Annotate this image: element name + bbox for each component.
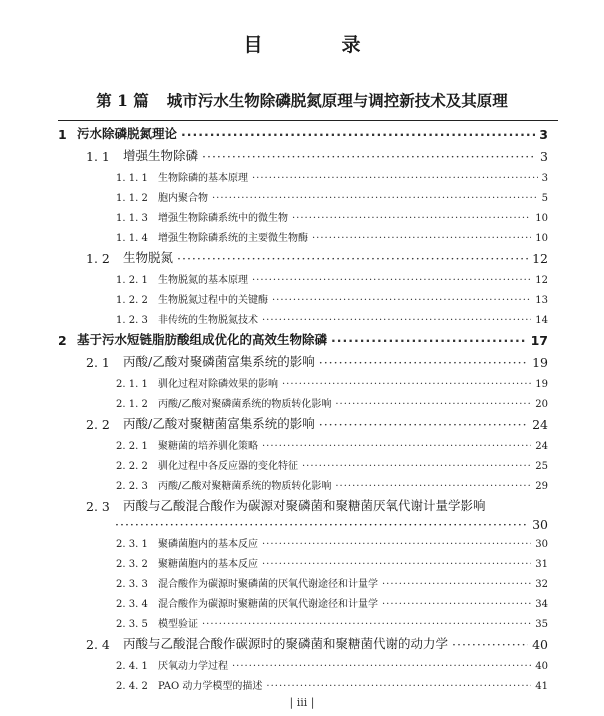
toc-entry-number: 1. 1. 2: [116, 193, 148, 204]
toc-entry[interactable]: [0, 412, 604, 432]
toc-entry-number: 2. 1. 2: [116, 399, 148, 410]
toc-entry-page: 24: [532, 417, 548, 432]
part-title: 城市污水生物除磷脱氮原理与调控新技术及其原理: [166, 91, 508, 110]
leader-dots: [272, 295, 531, 306]
part-label: 第 1 篇: [96, 91, 149, 110]
toc-entry-page: 31: [535, 559, 548, 570]
leader-dots: [331, 333, 527, 348]
toc-entry[interactable]: [0, 224, 604, 244]
leader-dots: [262, 315, 531, 326]
leader-dots: [232, 661, 531, 672]
toc-entry-title: 非传统的生物脱氮技术: [158, 315, 258, 326]
leader-dots: [282, 379, 531, 390]
toc-entry-page: 10: [535, 233, 548, 244]
toc-entry-title: 厌氧动力学过程: [158, 661, 228, 672]
toc-entry-number: 2. 3: [86, 499, 110, 514]
leader-dots: [319, 355, 528, 370]
toc-entry-page: 14: [535, 315, 548, 326]
toc-entry-title: 丙酸与乙酸混合酸作碳源时的聚磷菌和聚糖菌代谢的动力学: [123, 636, 449, 651]
toc-entry[interactable]: [0, 266, 604, 286]
toc-entry-title: 生物脱氮过程中的关键酶: [158, 295, 268, 306]
toc-entry-number: 2. 2. 2: [116, 461, 148, 472]
leader-dots: [266, 681, 531, 692]
leader-dots: [181, 127, 535, 142]
toc-entry-title: 生物脱氮的基本原理: [158, 275, 248, 286]
leader-dots: [177, 251, 528, 266]
toc-entry[interactable]: [0, 306, 604, 326]
toc-entry[interactable]: [0, 390, 604, 410]
page-title: 目 录: [243, 34, 391, 56]
toc-entry-title: 增强生物除磷系统的主要微生物酶: [158, 233, 308, 244]
toc-entry-page: 35: [535, 619, 548, 630]
toc-entry[interactable]: [0, 350, 604, 370]
toc-entry-title: 驯化过程对除磷效果的影响: [158, 379, 278, 390]
toc-entry[interactable]: [0, 652, 604, 672]
leader-dots: [302, 461, 531, 472]
toc-entry-number: 2. 4: [86, 637, 110, 652]
toc-entry-title: 丙酸/乙酸对聚磷菌富集系统的影响: [123, 354, 315, 369]
leader-dots: [212, 193, 538, 204]
toc-entry-number: 1. 2. 2: [116, 295, 148, 306]
toc-entry-number: 2. 1. 1: [116, 379, 148, 390]
toc-entry-title: 聚磷菌胞内的基本反应: [158, 539, 258, 550]
leader-dots: [262, 539, 531, 550]
toc-entry-title: 模型验证: [158, 619, 198, 630]
toc-entry-page: 10: [535, 213, 548, 224]
leader-dots: [262, 559, 531, 570]
toc-entry-number: 2. 3. 4: [116, 599, 148, 610]
toc-entry[interactable]: [0, 328, 604, 348]
toc-entry-number: 2. 2. 1: [116, 441, 148, 452]
toc-entry-page: 3: [539, 127, 548, 142]
toc-entry-number: 2. 3. 5: [116, 619, 148, 630]
leader-dots: [202, 619, 531, 630]
toc-entry[interactable]: [0, 672, 604, 692]
toc-entry-page: 12: [532, 251, 548, 266]
toc-entry-title: 聚糖菌的培养驯化策略: [158, 441, 258, 452]
toc-entry[interactable]: [0, 370, 604, 390]
toc-entry-page: 5: [541, 193, 548, 204]
toc-entry-page: 32: [535, 579, 548, 590]
toc-entry-number: 2. 3. 1: [116, 539, 148, 550]
toc-entry-title: 基于污水短链脂肪酸组成优化的高效生物除磷: [77, 332, 328, 347]
toc-entry-page: 30: [535, 539, 548, 550]
toc-entry-page: 30: [532, 517, 548, 532]
toc-entry-title: PAO 动力学模型的描述: [158, 681, 263, 692]
toc-entry[interactable]: [0, 184, 604, 204]
toc-entry-number: 1: [58, 127, 67, 142]
toc-entry-number: 1. 2. 3: [116, 315, 148, 326]
toc-entry-number: 2. 3. 2: [116, 559, 148, 570]
toc-entry[interactable]: [0, 432, 604, 452]
toc-entry-number: 2. 1: [86, 355, 110, 370]
part-rule: [58, 120, 558, 121]
toc-entry[interactable]: [0, 530, 604, 550]
leader-dots: [262, 441, 531, 452]
toc-entry-number: 1. 2: [86, 251, 110, 266]
toc-entry-title: 生物除磷的基本原理: [158, 173, 248, 184]
toc-entry-number: 2. 4. 1: [116, 661, 148, 672]
toc-entry-title: 增强生物除磷: [123, 148, 199, 163]
toc-entry-page: 24: [535, 441, 548, 452]
part-heading: [0, 89, 604, 111]
toc-entry-number: 2. 3. 3: [116, 579, 148, 590]
toc-entry-number: 2. 2. 3: [116, 481, 148, 492]
toc-entry-title: 混合酸作为碳源时聚磷菌的厌氧代谢途径和计量学: [158, 579, 378, 590]
toc-entry-number: 2. 4. 2: [116, 681, 148, 692]
leader-dots: [382, 579, 531, 590]
toc-entry-title: 丙酸与乙酸混合酸作为碳源对聚磷菌和聚糖菌厌氧代谢计量学影响: [123, 498, 486, 513]
toc-entry-page: 19: [532, 355, 548, 370]
toc-entry[interactable]: [0, 164, 604, 184]
toc-entry[interactable]: [0, 550, 604, 570]
toc-entry[interactable]: [0, 494, 604, 514]
toc-entry-page: 3: [541, 173, 548, 184]
leader-dots: [312, 233, 531, 244]
leader-dots: [335, 399, 531, 410]
toc-entry-page: 19: [535, 379, 548, 390]
toc-entry-number: 1. 1: [86, 149, 110, 164]
leader-dots: [452, 637, 528, 652]
toc-entry-page: 3: [540, 149, 548, 164]
toc-entry-number: 1. 2. 1: [116, 275, 148, 286]
toc-entry-page: 17: [530, 333, 548, 348]
toc-entry[interactable]: [0, 286, 604, 306]
toc-entry[interactable]: [0, 610, 604, 630]
toc-entry-page: 25: [535, 461, 548, 472]
leader-dots: [202, 149, 536, 164]
page-number: | iii |: [289, 696, 315, 709]
toc-entry[interactable]: [0, 632, 604, 652]
toc-entry[interactable]: [0, 246, 604, 266]
toc-entry-title: 胞内聚合物: [158, 193, 208, 204]
toc-entry[interactable]: [0, 204, 604, 224]
toc-entry-title: 丙酸/乙酸对聚糖菌系统的物质转化影响: [158, 481, 332, 492]
toc-entry[interactable]: [0, 570, 604, 590]
toc-entry-title: 丙酸/乙酸对聚糖菌富集系统的影响: [123, 416, 315, 431]
toc-entry[interactable]: [0, 122, 604, 142]
leader-dots: [252, 275, 531, 286]
toc-entry-number: 1. 1. 1: [116, 173, 148, 184]
toc-entry-title: 驯化过程中各反应器的变化特征: [158, 461, 298, 472]
toc-entry[interactable]: [0, 144, 604, 164]
toc-entry-number: 1. 1. 4: [116, 233, 148, 244]
toc-entry[interactable]: [0, 452, 604, 472]
toc-entry-page: 20: [535, 399, 548, 410]
toc-entry-title: 污水除磷脱氮理论: [77, 126, 178, 141]
toc-entry-number: 2: [58, 333, 67, 348]
toc-entry[interactable]: [0, 590, 604, 610]
leader-dots: [252, 173, 538, 184]
toc-entry-title: 聚糖菌胞内的基本反应: [158, 559, 258, 570]
toc-entry-title: 生物脱氮: [123, 250, 174, 265]
toc-entry-page: 12: [535, 275, 548, 286]
toc-entry-page: 13: [535, 295, 548, 306]
toc-entry-page: 40: [532, 637, 548, 652]
toc-entry-title: 丙酸/乙酸对聚磷菌系统的物质转化影响: [158, 399, 332, 410]
toc-entry-page: 41: [535, 681, 548, 692]
leader-dots: [292, 213, 531, 224]
toc-entry-number: 2. 2: [86, 417, 110, 432]
toc-entry-number: 1. 1. 3: [116, 213, 148, 224]
toc-entry-title: 增强生物除磷系统中的微生物: [158, 213, 288, 224]
leader-dots: [335, 481, 531, 492]
toc-entry-page: 40: [535, 661, 548, 672]
toc-entry-page: 29: [535, 481, 548, 492]
toc-entry[interactable]: [0, 472, 604, 492]
toc-entry-page: 34: [535, 599, 548, 610]
leader-dots: [382, 599, 531, 610]
toc-entry-title: 混合酸作为碳源时聚糖菌的厌氧代谢途径和计量学: [158, 599, 378, 610]
leader-dots: [319, 417, 528, 432]
